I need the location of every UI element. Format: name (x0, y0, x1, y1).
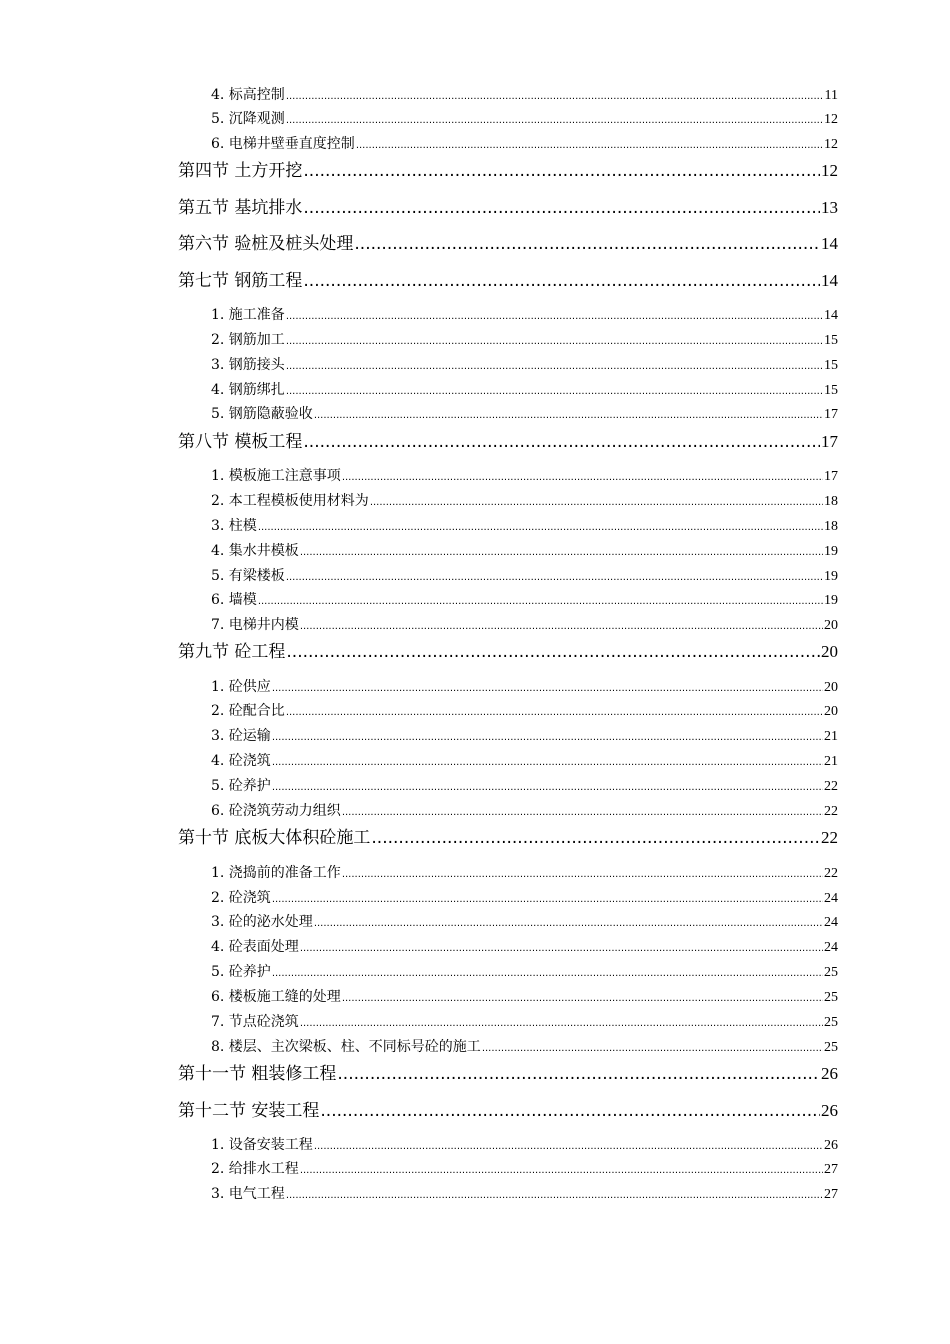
toc-entry-title: 5. 砼养护 (211, 778, 271, 794)
toc-entry-page: 25 (824, 1040, 838, 1055)
dot-leader (258, 522, 823, 533)
toc-entry-page: 15 (824, 333, 838, 348)
toc-entry-page: 25 (824, 965, 838, 980)
toc-entry-title: 2. 砼配合比 (211, 703, 285, 719)
toc-entry-page: 19 (824, 593, 838, 608)
dot-leader (354, 234, 820, 254)
toc-entry[interactable] (211, 775, 838, 795)
toc-entry-page: 19 (824, 569, 838, 584)
toc-entry-page: 11 (824, 88, 838, 103)
toc-entry[interactable] (211, 1158, 838, 1178)
toc-entry-title: 4. 集水井模板 (211, 543, 299, 559)
toc-section-page: 14 (821, 271, 838, 290)
toc-entry-page: 19 (824, 544, 838, 559)
dot-leader (482, 1043, 823, 1054)
toc-entry[interactable] (211, 700, 838, 720)
dot-leader (286, 1190, 823, 1201)
toc-entry-title: 1. 砼供应 (211, 679, 271, 695)
toc-entry-title: 6. 墙模 (211, 592, 257, 608)
toc-entry[interactable] (211, 515, 838, 535)
toc-entry-title: 5. 钢筋隐蔽验收 (211, 406, 313, 422)
dot-leader (370, 497, 823, 508)
dot-leader (286, 336, 823, 347)
toc-entry-title: 5. 沉降观测 (211, 111, 285, 127)
toc-entry[interactable] (211, 108, 838, 128)
toc-entry[interactable] (211, 379, 838, 399)
toc-section-title: 第四节 土方开挖 (178, 161, 303, 181)
toc-section-title: 第十一节 粗装修工程 (178, 1064, 337, 1084)
toc-entry-page: 21 (824, 729, 838, 744)
dot-leader (300, 547, 823, 558)
dot-leader (286, 115, 823, 126)
dot-leader (303, 432, 820, 452)
toc-entry[interactable] (211, 133, 838, 153)
dot-leader (303, 161, 820, 181)
dot-leader (286, 91, 824, 102)
dot-leader (342, 807, 823, 818)
toc-section-page: 26 (821, 1064, 838, 1083)
toc-entry-page: 20 (824, 680, 838, 695)
dot-leader (258, 596, 823, 607)
dot-leader (300, 1165, 823, 1176)
dot-leader (314, 410, 823, 421)
toc-entry[interactable] (211, 1036, 838, 1056)
toc-section-page: 20 (821, 642, 838, 661)
dot-leader (314, 1141, 823, 1152)
toc-entry-page: 24 (824, 891, 838, 906)
toc-entry-page: 14 (824, 308, 838, 323)
toc-entry-title: 1. 施工准备 (211, 307, 285, 323)
toc-entry[interactable] (211, 676, 838, 696)
dot-leader (300, 943, 823, 954)
toc-entry[interactable] (211, 329, 838, 349)
toc-entry-page: 18 (824, 494, 838, 509)
toc-entry-title: 1. 浇捣前的准备工作 (211, 865, 341, 881)
dot-leader (286, 572, 823, 583)
toc-section-page: 14 (821, 234, 838, 253)
toc-entry-title: 3. 电气工程 (211, 1186, 285, 1202)
dot-leader (272, 683, 823, 694)
toc-entry-title: 8. 楼层、主次梁板、柱、不同标号砼的施工 (211, 1039, 481, 1055)
toc-entry[interactable] (211, 800, 838, 820)
toc-section[interactable] (178, 427, 838, 452)
toc-entry[interactable] (211, 589, 838, 609)
toc-section[interactable] (178, 823, 838, 848)
dot-leader (286, 386, 823, 397)
toc-entry-page: 17 (824, 469, 838, 484)
toc-entry-title: 3. 钢筋接头 (211, 357, 285, 373)
toc-entry-title: 4. 标高控制 (211, 87, 285, 103)
toc-entry[interactable] (211, 1183, 838, 1203)
dot-leader (300, 621, 823, 632)
toc-section-title: 第十二节 安装工程 (178, 1101, 320, 1121)
toc-entry-page: 21 (824, 754, 838, 769)
dot-leader (314, 918, 823, 929)
dot-leader (342, 993, 823, 1004)
toc-entry[interactable] (211, 936, 838, 956)
toc-entry[interactable] (211, 862, 838, 882)
toc-entry-page: 24 (824, 940, 838, 955)
toc-entry-page: 22 (824, 804, 838, 819)
toc-entry-title: 3. 柱模 (211, 518, 257, 534)
toc-entry-page: 25 (824, 1015, 838, 1030)
toc-entry-title: 6. 砼浇筑劳动力组织 (211, 803, 341, 819)
toc-section-title: 第六节 验桩及桩头处理 (178, 234, 354, 254)
toc-section[interactable] (178, 156, 838, 181)
dot-leader (342, 869, 823, 880)
toc-entry-page: 15 (824, 383, 838, 398)
toc-entry[interactable] (211, 304, 838, 324)
dot-leader (272, 782, 823, 793)
toc-entry-page: 26 (824, 1138, 838, 1153)
toc-entry-title: 1. 模板施工注意事项 (211, 468, 341, 484)
toc-entry[interactable] (211, 911, 838, 931)
toc-section-page: 13 (821, 198, 838, 217)
dot-leader (286, 707, 823, 718)
toc-section-title: 第七节 钢筋工程 (178, 271, 303, 291)
toc-entry[interactable] (211, 490, 838, 510)
toc-section-page: 26 (821, 1101, 838, 1120)
toc-entry-title: 3. 砼的泌水处理 (211, 914, 313, 930)
toc-section[interactable] (178, 1059, 838, 1084)
toc-entry-title: 5. 砼养护 (211, 964, 271, 980)
toc-entry[interactable] (211, 725, 838, 745)
toc-section-title: 第十节 底板大体积砼施工 (178, 828, 371, 848)
toc-entry-page: 25 (824, 990, 838, 1005)
toc-entry[interactable] (211, 565, 838, 585)
toc-entry[interactable] (211, 750, 838, 770)
toc-entry-title: 2. 砼浇筑 (211, 890, 271, 906)
toc-entry[interactable] (211, 986, 838, 1006)
toc-entry-page: 22 (824, 779, 838, 794)
toc-section[interactable] (178, 193, 838, 218)
toc-entry[interactable] (211, 540, 838, 560)
dot-leader (337, 1064, 820, 1084)
toc-entry-page: 20 (824, 618, 838, 633)
dot-leader (286, 361, 823, 372)
toc-entry-title: 1. 设备安装工程 (211, 1137, 313, 1153)
toc-section[interactable] (178, 229, 838, 254)
toc-entry[interactable] (211, 403, 838, 423)
toc-section-title: 第五节 基坑排水 (178, 198, 303, 218)
toc-section-title: 第八节 模板工程 (178, 432, 303, 452)
dot-leader (342, 472, 823, 483)
dot-leader (272, 732, 823, 743)
toc-entry-title: 6. 电梯井壁垂直度控制 (211, 136, 355, 152)
toc-entry-title: 7. 节点砼浇筑 (211, 1014, 299, 1030)
toc-section[interactable] (178, 266, 838, 291)
toc-entry[interactable] (211, 354, 838, 374)
toc-entry-title: 4. 钢筋绑扎 (211, 382, 285, 398)
toc-entry-title: 6. 楼板施工缝的处理 (211, 989, 341, 1005)
toc-entry-page: 12 (824, 112, 838, 127)
dot-leader (272, 757, 823, 768)
toc-entry-page: 27 (824, 1162, 838, 1177)
toc-entry[interactable] (211, 1134, 838, 1154)
toc-entry-title: 7. 电梯井内模 (211, 617, 299, 633)
toc-entry-page: 20 (824, 704, 838, 719)
dot-leader (300, 1018, 823, 1029)
dot-leader (371, 828, 820, 848)
toc-entry-page: 17 (824, 407, 838, 422)
toc-section[interactable] (178, 1096, 838, 1121)
toc-entry-title: 5. 有梁楼板 (211, 568, 285, 584)
dot-leader (303, 198, 820, 218)
toc-entry-page: 15 (824, 358, 838, 373)
toc-entry[interactable] (211, 1011, 838, 1031)
dot-leader (303, 271, 820, 291)
toc-entry-page: 24 (824, 915, 838, 930)
toc-entry-page: 22 (824, 866, 838, 881)
toc-entry-title: 2. 钢筋加工 (211, 332, 285, 348)
toc-section-page: 17 (821, 432, 838, 451)
toc-entry-title: 3. 砼运输 (211, 728, 271, 744)
toc-section[interactable] (178, 637, 838, 662)
dot-leader (272, 894, 823, 905)
toc-section-page: 12 (821, 161, 838, 180)
toc-entry[interactable] (211, 84, 838, 104)
toc-entry[interactable] (211, 961, 838, 981)
dot-leader (320, 1101, 820, 1121)
dot-leader (272, 968, 823, 979)
toc-section-page: 22 (821, 828, 838, 847)
dot-leader (286, 311, 823, 322)
toc-section-title: 第九节 砼工程 (178, 642, 286, 662)
toc-entry-title: 2. 给排水工程 (211, 1161, 299, 1177)
toc-entry[interactable] (211, 887, 838, 907)
toc-entry-title: 4. 砼浇筑 (211, 753, 271, 769)
toc-entry-title: 2. 本工程模板使用材料为 (211, 493, 369, 509)
toc-entry[interactable] (211, 614, 838, 634)
toc-entry[interactable] (211, 465, 838, 485)
dot-leader (356, 140, 823, 151)
toc-entry-page: 12 (824, 137, 838, 152)
toc-entry-page: 27 (824, 1187, 838, 1202)
dot-leader (286, 642, 820, 662)
toc-entry-page: 18 (824, 519, 838, 534)
toc-entry-title: 4. 砼表面处理 (211, 939, 299, 955)
